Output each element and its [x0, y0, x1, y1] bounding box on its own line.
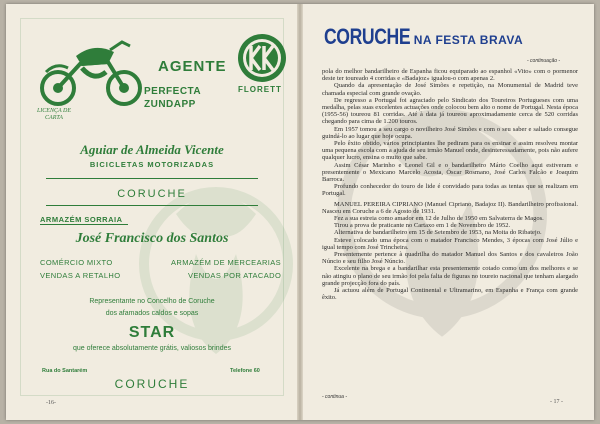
article-paragraph: Alternativa de bandarilheiro em 15 de Setembro de 1953, na Moita do Ribatejo. — [334, 229, 542, 237]
article-body — [322, 68, 578, 302]
phone-text: Telefone 60 — [230, 368, 260, 374]
business-subtitle-bicicletas: BICICLETAS MOTORIZADAS — [89, 160, 215, 169]
magazine-spread — [6, 4, 594, 420]
agente-label: AGENTE — [158, 58, 227, 75]
business-name-jose: José Francisco dos Santos — [75, 231, 229, 246]
article-paragraph: Esteve colocado uma época com o matador Francisco Mendes, 3 épocas com José Júlio e igual tempo com José Trincheira. — [322, 236, 578, 251]
page-number: - 17 - — [550, 399, 563, 405]
article-paragraph: Presentemente pertence à quadrilha do matador Manuel dos Santos e dos cavaleiros João Núncio e seu filho José Núncio. — [322, 251, 578, 266]
divider — [46, 178, 258, 179]
florett-label: FLORETT — [238, 85, 282, 94]
representative-text: Representante no Concelho de Coruche — [89, 298, 215, 305]
licensed-caption: LICENÇA DE CARTA — [36, 108, 72, 121]
article-paragraph: Excelente na brega e a bandarilhar esta presentemente cotado como um dos melhores e se não atingiu o plano de seu irmão foi pela falta de figuras no toureio nacional que tenham alargado grande projecção fora do país. — [322, 265, 578, 287]
article-title-rest: NA FESTA BRAVA — [413, 33, 524, 47]
perfecta-label: PERFECTA — [144, 86, 202, 97]
article-paragraph: pola do melhor bandarilheiro de Espanha ficou equiparado ao espanhol «Vito» com o pormenor deste ter toureado 4 corridas e «Badajoz» igualou-o com apenas 2. — [322, 68, 578, 83]
business-name-aguiar: Aguiar de Almeida Vicente — [80, 142, 224, 157]
divider — [46, 205, 258, 206]
page-number: -16- — [46, 400, 56, 406]
services-text: ARMAZÉM DE MERCEARIAS — [171, 258, 282, 267]
star-tagline: que oferece absolutamente grátis, valiosos brindes — [73, 345, 231, 352]
article-paragraph: Já actuou além de Portugal Continental e Ultramarino, em Espanha e França com grande êxito. — [322, 287, 578, 302]
article-paragraph: Fez a sua estreia como amador em 12 de Julho de 1950 em Salvaterra de Magos. — [334, 215, 544, 223]
services-text: COMÉRCIO MIXTO — [40, 258, 113, 267]
town-label-bottom: CORUCHE — [114, 377, 190, 391]
article-title — [324, 24, 523, 50]
star-brand: STAR — [128, 324, 176, 341]
article-paragraph: De regresso a Portugal foi agraciado pelo Sindicato dos Toureiros Portugueses com uma medalha, pelas suas excelentes actuações onde colocou bem alto o nome de Portugal. Nesta época (1955-56) toureou 81 corridas. Até à data já toureou aproximadamente cerca de 520 corridas chegando para cima de 1.200 touros. — [322, 96, 578, 126]
services-text: VENDAS A RETALHO — [40, 271, 121, 280]
article-title-main: CORUCHE — [324, 24, 411, 49]
article-paragraph: Quando da apresentação de José Simões e repetição, na Monumental de Madrid teve chamada especial com grande ovação. — [322, 82, 578, 97]
article-paragraph: Em 1957 tomou a seu cargo o novilheiro José Simões e com o seu saber e saltado consegue guindá-lo ao lugar que hoje ocupa. — [322, 125, 578, 140]
right-page — [302, 4, 594, 420]
motorcycle-icon — [38, 32, 146, 108]
armazem-underline — [40, 224, 128, 225]
article-paragraph: MANUEL PEREIRA CIPRIANO (Manuel Cipriano, Badajoz II). Bandarilheiro profissional. Nasceu em Coruche a 6 de Agosto de 1931. — [322, 200, 578, 215]
left-page — [6, 4, 298, 420]
article-paragraph: Tirou a prova de praticante no Cartaxo em 1 de Novembro de 1952. — [334, 222, 511, 230]
services-text: VENDAS POR ATACADO — [188, 271, 282, 280]
town-label: CORUCHE — [117, 188, 187, 200]
armazem-label: ARMAZÉM SORRAIA — [40, 215, 123, 224]
article-paragraph: Assim César Marinho e Leonel Gil e o bandarilheiro Mário Coelho aqui estiveram e presentemente o Mexicano Marcelo Acosta, Óscar Rosmano, José Carlos Falcão e Joaquim Barroca. — [322, 161, 578, 184]
representative-text: dos afamados caldos e sopas — [105, 310, 199, 317]
zundapp-label: ZUNDAPP — [144, 99, 196, 110]
continues-label: - continua - — [322, 394, 348, 400]
address-text: Rua do Santarém — [42, 368, 88, 374]
article-paragraph: Pelo êxito obtido, vários principiantes lhe pediram para os ensinar e assim resolveu montar uma pequena escola com a ajuda de seu irmão Manuel onde, desinteressadamente, pois não aufere qualquer lucro, ensina o muito que sabe. — [322, 140, 578, 162]
continuation-label: - continuação - — [527, 58, 561, 64]
article-paragraph: Profundo conhecedor do touro de lide é convidado para todas as tentas que se realizam em Portugal. — [322, 183, 578, 198]
kreidler-logo-icon — [236, 32, 288, 84]
